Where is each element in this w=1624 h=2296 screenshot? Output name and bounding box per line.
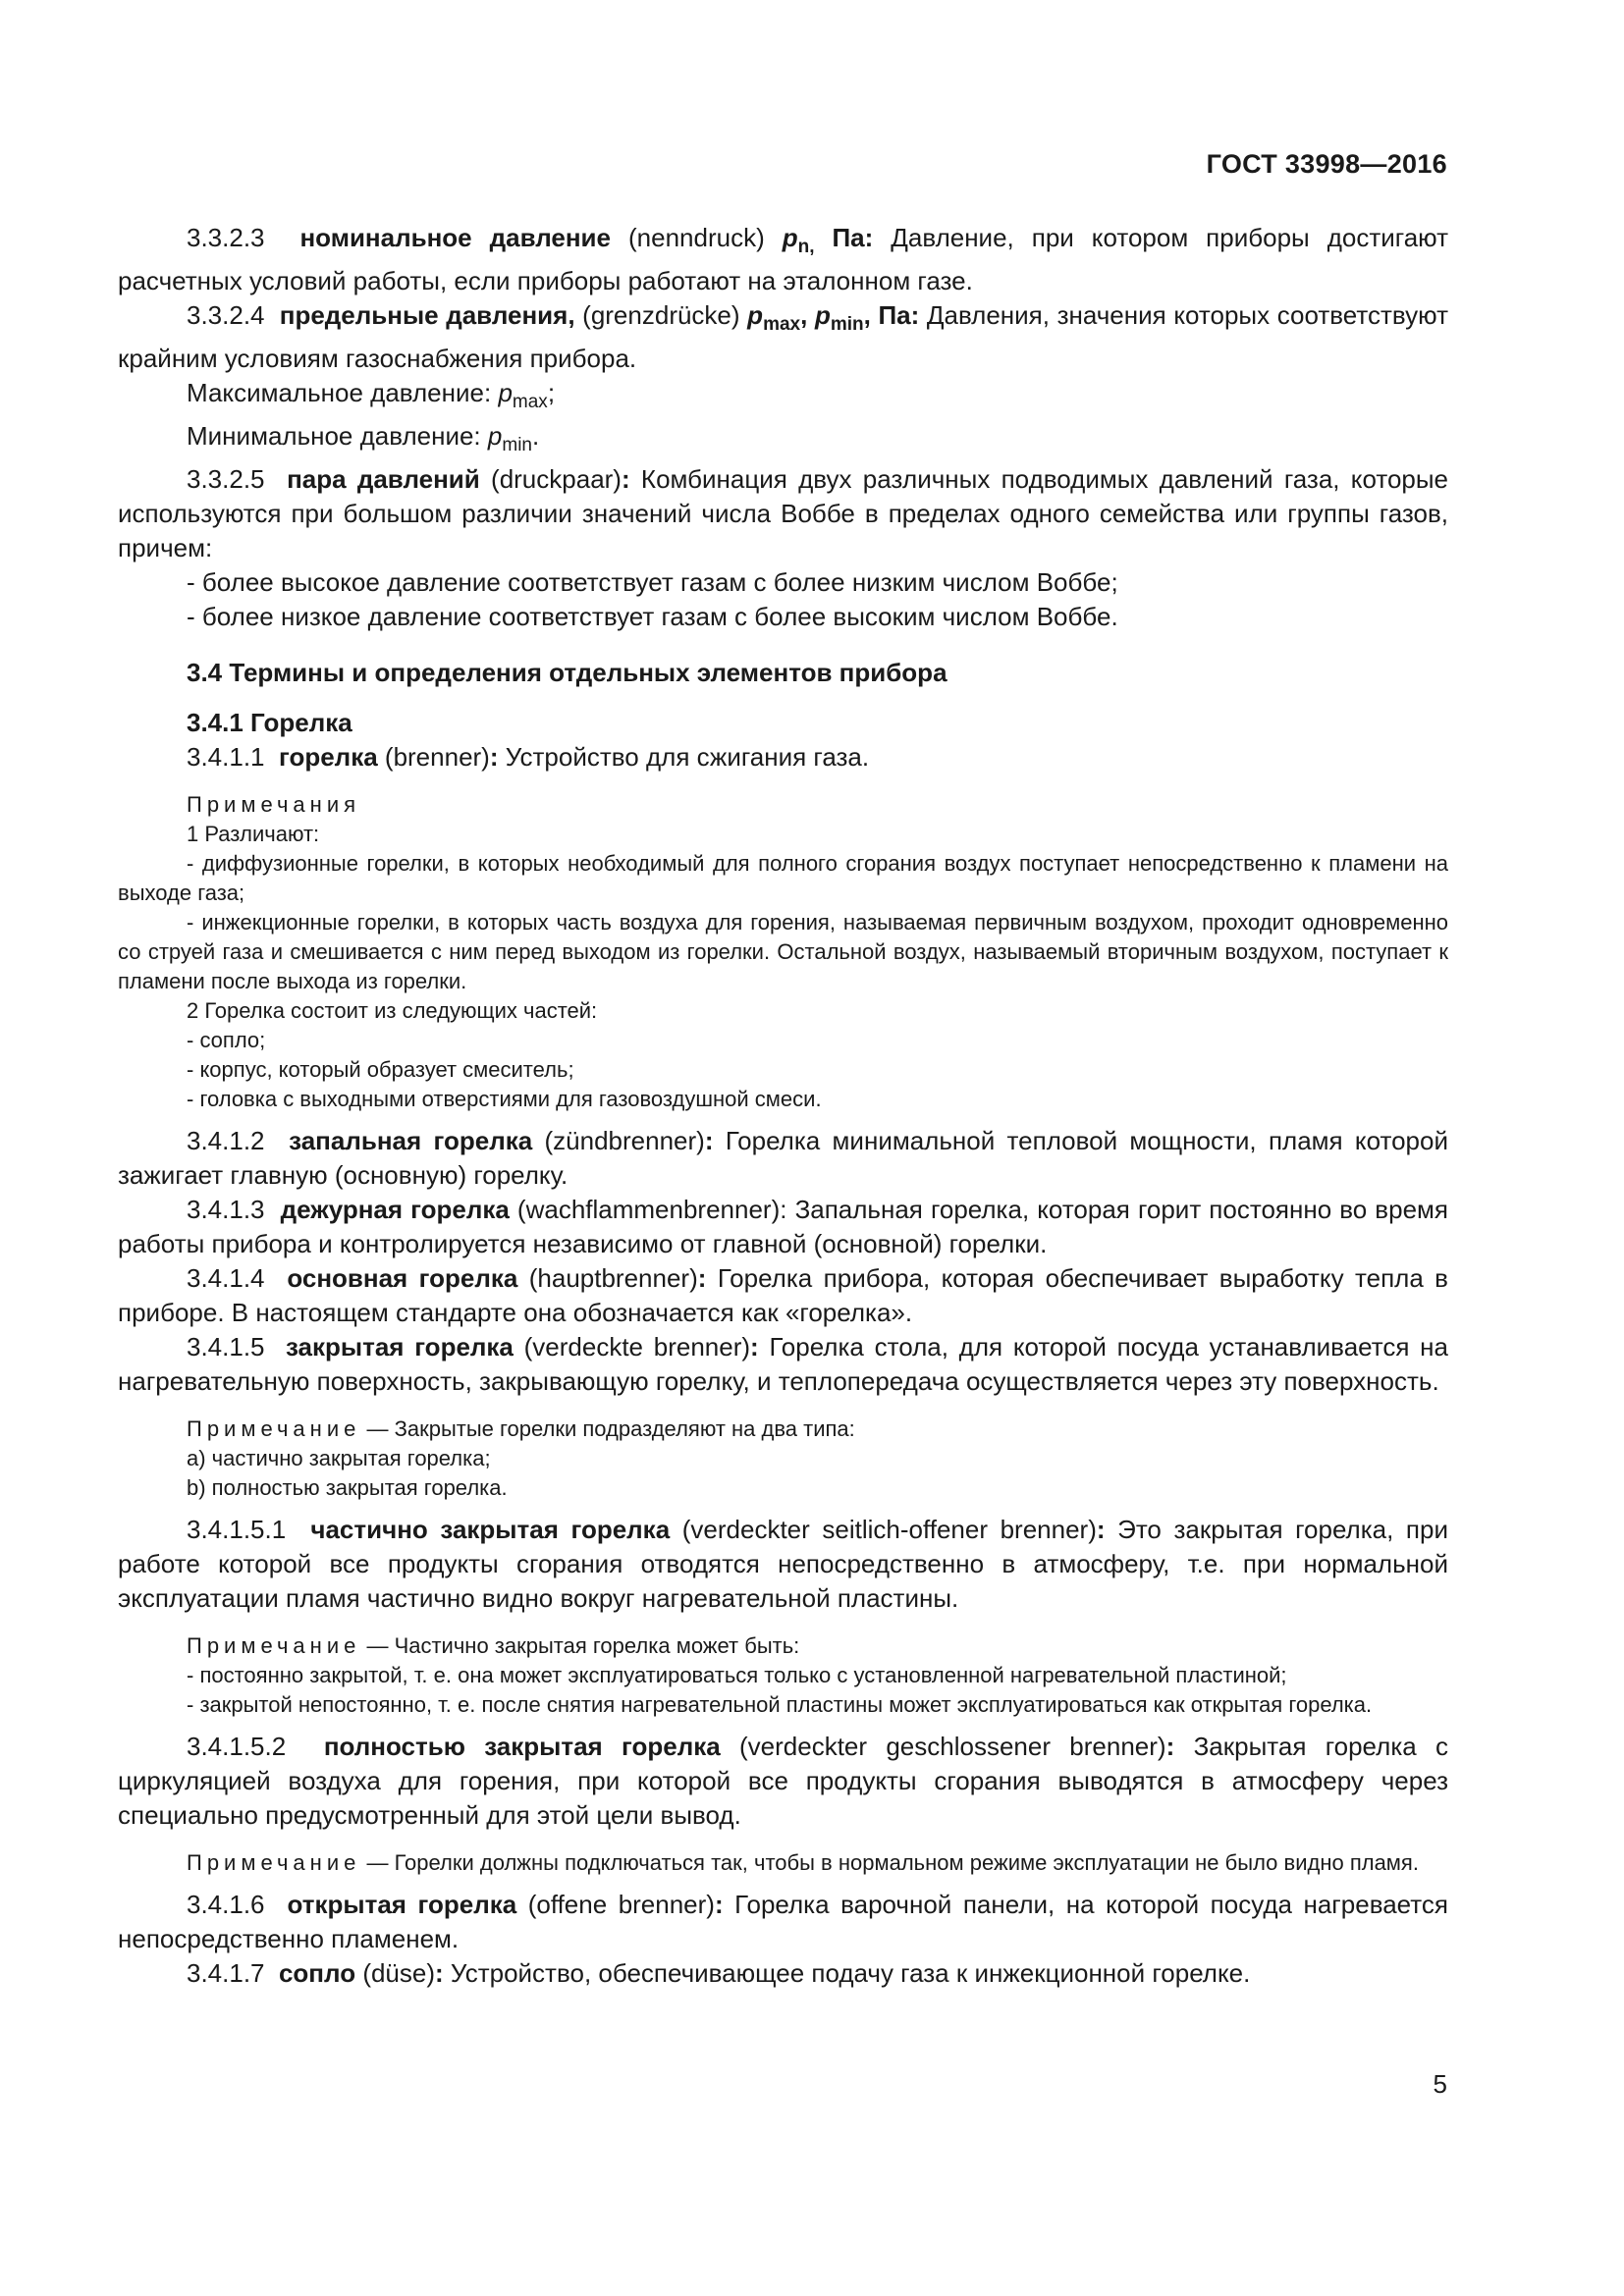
term-3-3-2-5: 3.3.2.5 пара давлений (druckpaar): Комбинация двух различных подводимых давлений газа, которые используются при большом различии значений числа Воббе в пределах одного семейства или группы газов, причем: <box>118 464 1449 562</box>
term-3-4-1-5-1: 3.4.1.5.1 частично закрытая горелка (verdeckter seitlich-offener brenner): Это закрытая горелка, при работе которой все продукты сгорания отводятся непосредственно в атмосферу, т.е. при нормальной эксплуатации пламя частично видно вокруг нагревательной пластины. <box>118 1515 1448 1613</box>
term-3-3-2-4: 3.3.2.4 предельные давления, (grenzdrücke) $p_{max}$, $p_{min}$, Па: Давления, значения которых соответствуют крайним условиям газоснабжения прибора. <box>118 300 1448 373</box>
note-item: - закрытой непостоянно, т. е. после снятия нагревательной пластины может эксплуатироваться как открытая горелка. <box>187 1692 1373 1717</box>
pmax-line: Максимальное давление: $p_{max}$; <box>187 378 556 412</box>
note-item: - сопло; <box>187 1028 266 1052</box>
list-item: - более низкое давление соответствует газам с более высоким числом Воббе. <box>187 602 1118 631</box>
note-item: b) полностью закрытая горелка. <box>187 1475 508 1500</box>
document-code: ГОСТ 33998—2016 <box>1206 149 1447 179</box>
section-heading-3-4: 3.4 Термины и определения отдельных элементов прибора <box>187 658 947 687</box>
term-3-4-1-4: 3.4.1.4 основная горелка (hauptbrenner): Горелка прибора, которая обеспечивает выработку тепла в приборе. В настоящем стандарте она обозначается как «горелка». <box>118 1263 1448 1327</box>
notes-title: Примечания <box>187 792 361 817</box>
note-item: - головка с выходными отверстиями для газовоздушной смеси. <box>187 1087 822 1111</box>
term-3-4-1-1: 3.4.1.1 горелка (brenner): Устройство для сжигания газа. <box>187 742 870 772</box>
note-item: 2 Горелка состоит из следующих частей: <box>187 998 598 1023</box>
page-number: 5 <box>1433 2069 1447 2099</box>
note-item: - диффузионные горелки, в которых необходимый для полного сгорания воздух поступает непосредственно к пламени на выходе газа; <box>118 851 1448 905</box>
note-item: 1 Различают: <box>187 822 320 846</box>
note-item: - постоянно закрытой, т. е. она может эксплуатироваться только с установленной нагревательной пластиной; <box>187 1663 1287 1687</box>
term-3-4-1-5: 3.4.1.5 закрытая горелка (verdeckte brenner): Горелка стола, для которой посуда устанавливается на нагревательную поверхность, закрывающую горелку, и теплопередача осуществляется через эту поверхность. <box>118 1332 1448 1396</box>
note-3-4-1-5-2: Примечание — Горелки должны подключаться так, чтобы в нормальном режиме эксплуатации не было видно пламя. <box>187 1850 1419 1875</box>
list-item: - более высокое давление соответствует газам с более низким числом Воббе; <box>187 567 1118 597</box>
note-item: - инжекционные горелки, в которых часть воздуха для горения, называемая первичным воздухом, проходит одновременно со струей газа и смешивается с ним перед выходом из горелки. Остальной воздух, называемый вторичным воздухом, поступает к пламени после выхода из горелки. <box>118 910 1448 993</box>
note-item: - корпус, который образует смеситель; <box>187 1057 574 1082</box>
term-3-4-1-5-2: 3.4.1.5.2 полностью закрытая горелка (verdeckter geschlossener brenner): Закрытая горелка с циркуляцией воздуха для горения, при которой все продукты сгорания выводятся в атмосферу через специально предусмотренный для этой цели вывод. <box>118 1732 1449 1830</box>
note-3-4-1-5-1: Примечание — Частично закрытая горелка может быть: <box>187 1633 800 1658</box>
pmin-line: Минимальное давление: $p_{min}$. <box>187 421 540 455</box>
term-3-4-1-3: 3.4.1.3 дежурная горелка (wachflammenbrenner): Запальная горелка, которая горит постоянно во время работы прибора и контролируется независимо от главной (основной) горелки. <box>118 1195 1448 1258</box>
note-3-4-1-5: Примечание — Закрытые горелки подразделяют на два типа: <box>187 1416 855 1441</box>
term-3-4-1-6: 3.4.1.6 открытая горелка (offene brenner): Горелка варочной панели, на которой посуда нагревается непосредственно пламенем. <box>118 1890 1448 1953</box>
term-3-4-1-7: 3.4.1.7 сопло (düse): Устройство, обеспечивающее подачу газа к инжекционной горелке. <box>187 1958 1251 1988</box>
section-heading-3-4-1: 3.4.1 Горелка <box>187 708 352 737</box>
term-3-3-2-3: 3.3.2.3 номинальное давление (nenndruck) $p_{n,}$ Па: Давление, при котором приборы достигают расчетных условий работы, если приборы работают на эталонном газе. <box>118 223 1448 295</box>
term-3-4-1-2: 3.4.1.2 запальная горелка (zündbrenner): Горелка минимальной тепловой мощности, пламя которой зажигает главную (основную) горелку. <box>118 1126 1448 1190</box>
document-body <box>118 221 1448 1991</box>
note-item: а) частично закрытая горелка; <box>187 1446 491 1470</box>
